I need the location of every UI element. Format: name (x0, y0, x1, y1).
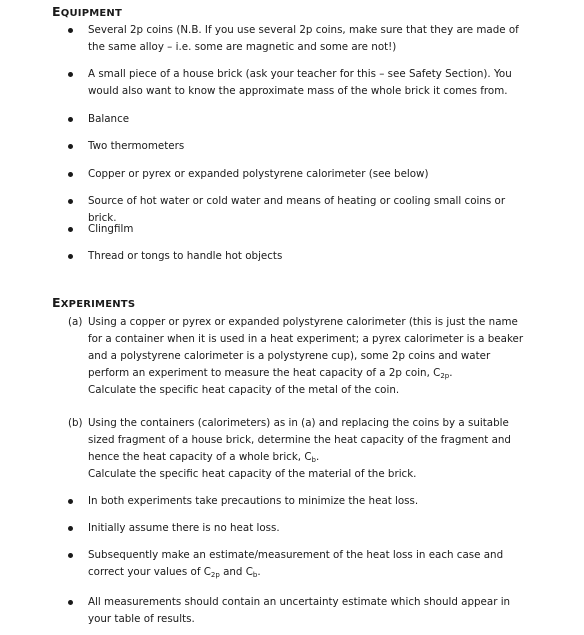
bullet-icon (68, 600, 73, 605)
subscript: 2p (210, 571, 220, 579)
experiment-calc: Calculate the specific heat capacity of the material of the brick. (88, 468, 417, 480)
experiment-calc: Calculate the specific heat capacity of the metal of the coin. (88, 384, 400, 396)
heading-rest: QUIPMENT (60, 8, 122, 19)
note-mid: and C (219, 566, 253, 578)
bullet-icon (68, 144, 73, 149)
bullet-icon (68, 499, 73, 504)
experiment-label: (a) (68, 316, 83, 328)
punctuation: . (449, 367, 453, 379)
punctuation: . (316, 451, 320, 463)
heading-initial: E (52, 4, 61, 19)
bullet-icon (68, 72, 73, 77)
list-item-text: Clingfilm (88, 223, 134, 235)
bullet-icon (68, 526, 73, 531)
experiment-body: Using the containers (calorimeters) as in (a) and replacing the coins by a suitable sized fragment of a house brick, determine the heat capacity of the fragment and hence the heat capacity of a whole brick, C (88, 417, 511, 463)
list-item-text: Source of hot water or cold water and means of heating or cooling small coins or brick. (88, 195, 506, 224)
list-item-text: A small piece of a house brick (ask your teacher for this – see Safety Section). You would also want to know the approximate mass of the whole brick it comes from. (88, 68, 512, 97)
bullet-icon (68, 28, 73, 33)
list-item-text: Thread or tongs to handle hot objects (88, 250, 283, 262)
bullet-icon (68, 172, 73, 177)
list-item-text: Several 2p coins (N.B. If you use several 2p coins, make sure that they are made of the same alloy – i.e. some are magnetic and some are not!) (88, 24, 519, 53)
list-item-text: Balance (88, 113, 130, 125)
experiment-text (88, 415, 528, 483)
experiments-heading (52, 294, 135, 313)
experiment-label: (b) (68, 417, 83, 429)
note-body: Subsequently make an estimate/measurement of the heat loss in each case and correct your values of C (88, 549, 504, 578)
heading-rest: XPERIMENTS (60, 299, 136, 310)
bullet-icon (68, 117, 73, 122)
bullet-icon (68, 254, 73, 259)
experiment-body: Using a copper or pyrex or expanded polystyrene calorimeter (this is just the name for a container when it is used in a heat experiment; a pyrex calorimeter is a beaker and a polystyrene calorimeter is a polystyrene cup), some 2p coins and water perform an experiment to measure the heat capacity of a 2p coin, C (88, 316, 524, 379)
list-item-text: Initially assume there is no heat loss. (88, 522, 280, 534)
heading-initial: E (52, 295, 61, 310)
bullet-icon (68, 199, 73, 204)
subscript: b (311, 456, 316, 464)
experiment-text (88, 314, 528, 399)
equipment-heading (52, 3, 122, 22)
punctuation: . (257, 566, 261, 578)
list-item-text: In both experiments take precautions to minimize the heat loss. (88, 495, 419, 507)
bullet-icon (68, 553, 73, 558)
list-item-text: Copper or pyrex or expanded polystyrene calorimeter (see below) (88, 168, 429, 180)
list-item-text: Two thermometers (88, 140, 185, 152)
subscript: 2p (440, 372, 450, 380)
subscript: b (252, 571, 258, 579)
list-item-text: All measurements should contain an uncertainty estimate which should appear in your table of results. (88, 596, 511, 625)
bullet-icon (68, 227, 73, 232)
list-item-text (88, 547, 528, 581)
